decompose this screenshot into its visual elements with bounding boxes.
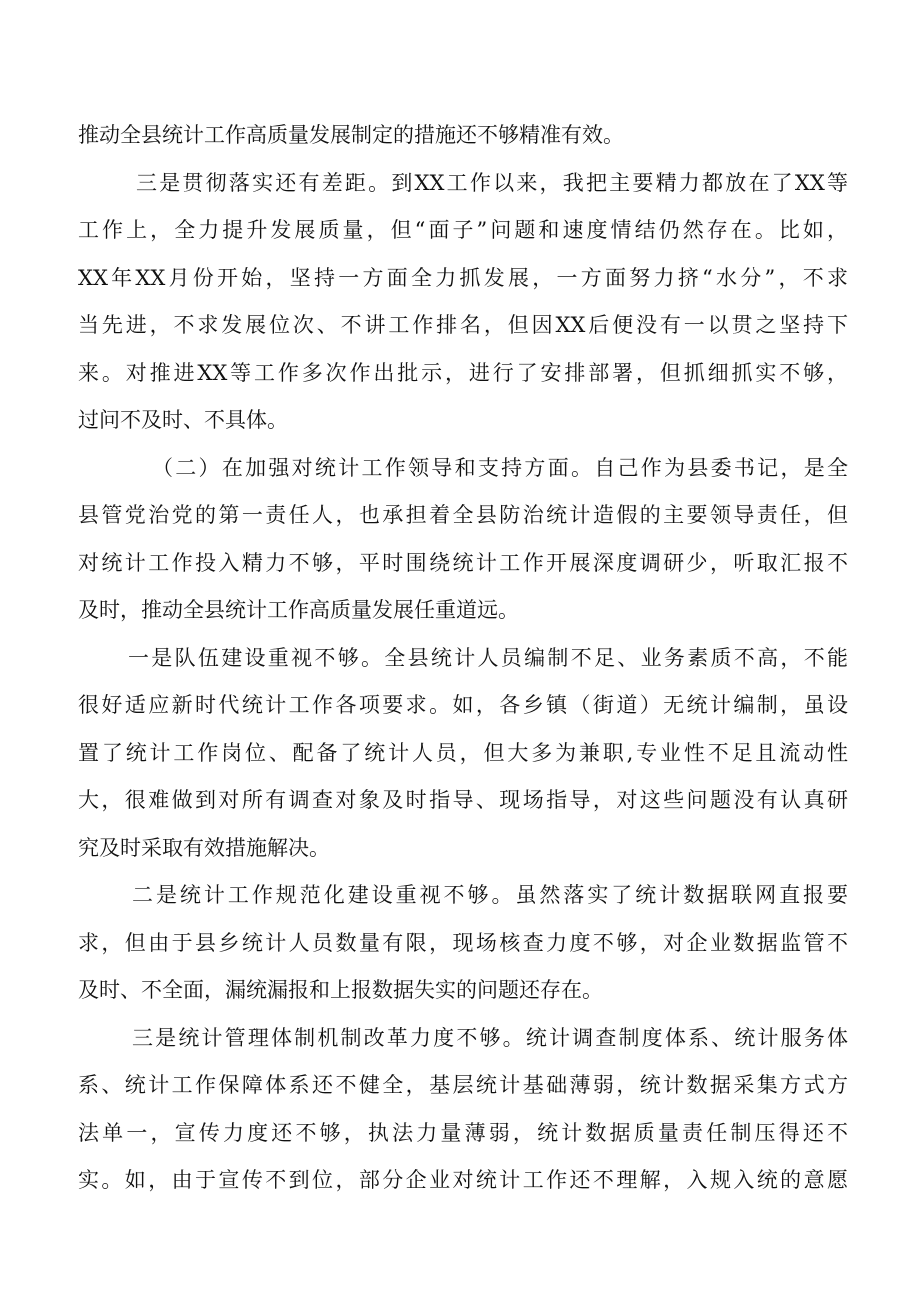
text-line: 对统计工作投入精力不够，平时围绕统计工作开展深度调研少，听取汇报不	[78, 550, 848, 575]
text-line: 很好适应新时代统计工作各项要求。如，各乡镇（街道）无统计编制，虽设	[78, 693, 848, 717]
paragraph	[78, 872, 848, 1015]
text-line: 县管党治党的第一责任人，也承担着全县防治统计造假的主要领导责任，但	[78, 503, 848, 527]
text-line: 来。对推进XX等工作多次作出批示，进行了安排部署，但抓细抓实不够，	[78, 360, 848, 385]
text-line: 一是队伍建设重视不够。全县统计人员编制不足、业务素质不高，不能	[128, 645, 848, 670]
text-line: 当先进，不求发展位次、不讲工作排名，但因XX后便没有一以贯之坚持下	[78, 313, 848, 337]
text-line: 及时、不全面，漏统漏报和上报数据失实的问题还存在。	[78, 978, 603, 1002]
document-body	[78, 112, 848, 1205]
text-line: XX年XX月份开始，坚持一方面全力抓发展，一方面努力挤“水分”，不求	[78, 265, 848, 290]
section-heading-line: （二）在加强对统计工作领导和支持方面。自己作为县委书记，是全	[152, 455, 848, 480]
paragraph	[78, 635, 848, 873]
text-line: 及时，推动全县统计工作高质量发展任重道远。	[78, 598, 519, 622]
text-line: 究及时采取有效措施解决。	[78, 835, 330, 860]
paragraph	[78, 445, 848, 635]
text-line: 工作上，全力提升发展质量，但“面子”问题和速度情结仍然存在。比如，	[78, 218, 848, 242]
text-line: 推动全县统计工作高质量发展制定的措施还不够精准有效。	[78, 123, 624, 147]
text-line: 系、统计工作保障体系还不健全，基层统计基础薄弱，统计数据采集方式方	[78, 1073, 848, 1097]
paragraph	[78, 112, 848, 160]
paragraph	[78, 1015, 848, 1205]
paragraph	[78, 160, 848, 445]
text-line: 法单一，宣传力度还不够，执法力量薄弱，统计数据质量责任制压得还不	[78, 1120, 848, 1145]
text-line: 实。如，由于宣传不到位，部分企业对统计工作还不理解，入规入统的意愿	[78, 1168, 848, 1192]
text-line: 过问不及时、不具体。	[78, 408, 288, 432]
text-line: 大，很难做到对所有调查对象及时指导、现场指导，对这些问题没有认真研	[78, 788, 848, 812]
text-line: 三是贯彻落实还有差距。到XX工作以来，我把主要精力都放在了XX等	[136, 170, 848, 195]
text-line: 求，但由于县乡统计人员数量有限，现场核查力度不够，对企业数据监管不	[78, 930, 848, 955]
text-line: 置了统计工作岗位、配备了统计人员，但大多为兼职,专业性不足且流动性	[78, 740, 848, 765]
text-line: 二是统计工作规范化建设重视不够。虽然落实了统计数据联网直报要	[132, 883, 848, 907]
text-line: 三是统计管理体制机制改革力度不够。统计调查制度体系、统计服务体	[132, 1025, 848, 1050]
